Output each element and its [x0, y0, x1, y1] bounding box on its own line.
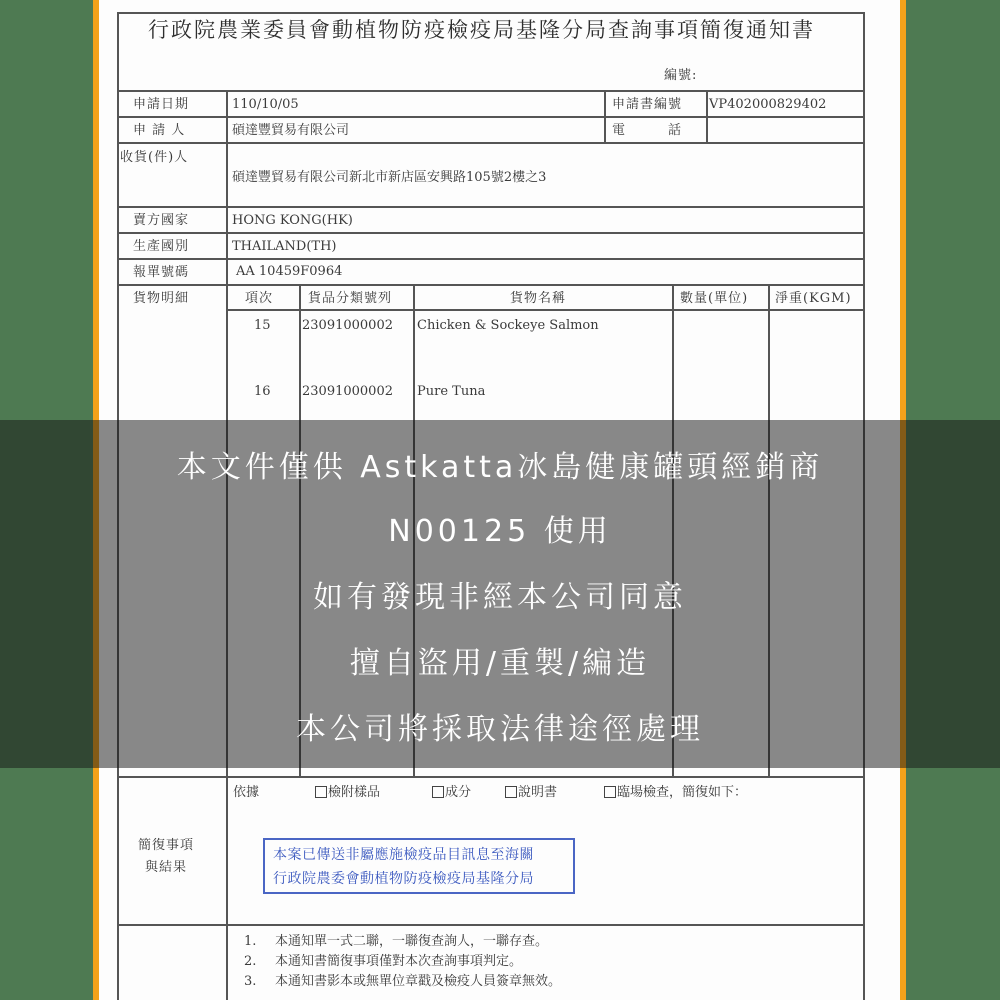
document-title: 行政院農業委員會動植物防疫檢疫局基隆分局查詢事項簡復通知書 — [148, 18, 815, 42]
consignee-value: 碩達豐貿易有限公司新北市新店區安興路105號2樓之3 — [232, 170, 547, 185]
option-manual: 說明書 — [505, 785, 557, 801]
checkbox-ingredients — [432, 786, 444, 798]
note-text: 本通知單一式二聯，一聯復查詢人，一聯存查。 — [275, 934, 549, 949]
phone-label: 電 話 — [612, 123, 683, 138]
goods-header-weight: 淨重(KGM) — [775, 291, 852, 306]
option-ingredients: 成分 — [432, 785, 471, 801]
seller-country-label: 賣方國家 — [133, 213, 190, 228]
note-number: 3. — [244, 974, 257, 989]
goods-header-name: 貨物名稱 — [510, 291, 567, 306]
basis-label: 依據 — [233, 785, 260, 800]
consignee-label: 收貨(件)人 — [120, 150, 189, 165]
checkbox-onsite-inspection — [604, 786, 616, 798]
declaration-label: 報單號碼 — [133, 265, 190, 280]
goods-header-qty: 數量(單位) — [680, 291, 749, 306]
watermark-line-1: 本文件僅供 Astkatta冰島健康罐頭經銷商 — [176, 450, 824, 485]
apply-no-value: VP402000829402 — [709, 97, 827, 112]
checkbox-sample — [315, 786, 327, 798]
stamp-line-2: 行政院農委會動植物防疫檢疫局基隆分局 — [273, 871, 534, 887]
origin-label: 生產國別 — [133, 239, 190, 254]
note-text: 本通知書影本或無單位章戳及檢疫人員簽章無效。 — [275, 974, 562, 989]
apply-no-label: 申請書編號 — [612, 97, 683, 112]
note-text: 本通知書簡復事項僅對本次查詢事項判定。 — [275, 954, 523, 969]
option-sample: 檢附樣品 — [315, 785, 380, 801]
apply-date-label: 申請日期 — [133, 97, 190, 112]
goods-name: Pure Tuna — [417, 384, 486, 399]
checkbox-manual — [505, 786, 517, 798]
watermark-line-2: N00125 使用 — [388, 514, 612, 549]
goods-item-no: 15 — [254, 318, 271, 333]
origin-value: THAILAND(TH) — [232, 239, 337, 254]
watermark-line-3: 如有發現非經本公司同意 — [313, 580, 687, 615]
watermark-overlay — [0, 420, 1000, 768]
document-number-label: 編號: — [664, 68, 698, 83]
note-number: 2. — [244, 954, 257, 969]
goods-code: 23091000002 — [302, 384, 393, 399]
apply-date-value: 110/10/05 — [232, 97, 299, 112]
official-stamp — [263, 838, 575, 894]
goods-header-item: 項次 — [245, 291, 274, 306]
watermark-line-5: 本公司將採取法律途徑處理 — [296, 712, 704, 747]
reply-label-line2: 與結果 — [145, 860, 188, 875]
goods-code: 23091000002 — [302, 318, 393, 333]
reply-label-line1: 簡復事項 — [138, 838, 195, 853]
seller-country-value: HONG KONG(HK) — [232, 213, 353, 228]
applicant-label: 申 請 人 — [133, 123, 186, 138]
goods-label: 貨物明細 — [133, 291, 190, 306]
goods-item-no: 16 — [254, 384, 271, 399]
note-number: 1. — [244, 934, 257, 949]
goods-name: Chicken & Sockeye Salmon — [417, 318, 599, 333]
option-onsite-inspection: 臨場檢查，簡復如下： — [604, 785, 747, 801]
watermark-line-4: 擅自盜用/重製/編造 — [349, 646, 651, 681]
applicant-value: 碩達豐貿易有限公司 — [232, 123, 350, 138]
declaration-value: AA 10459F0964 — [236, 264, 343, 279]
stamp-line-1: 本案已傳送非屬應施檢疫品目訊息至海關 — [273, 847, 534, 863]
goods-header-code: 貨品分類號列 — [308, 291, 393, 306]
